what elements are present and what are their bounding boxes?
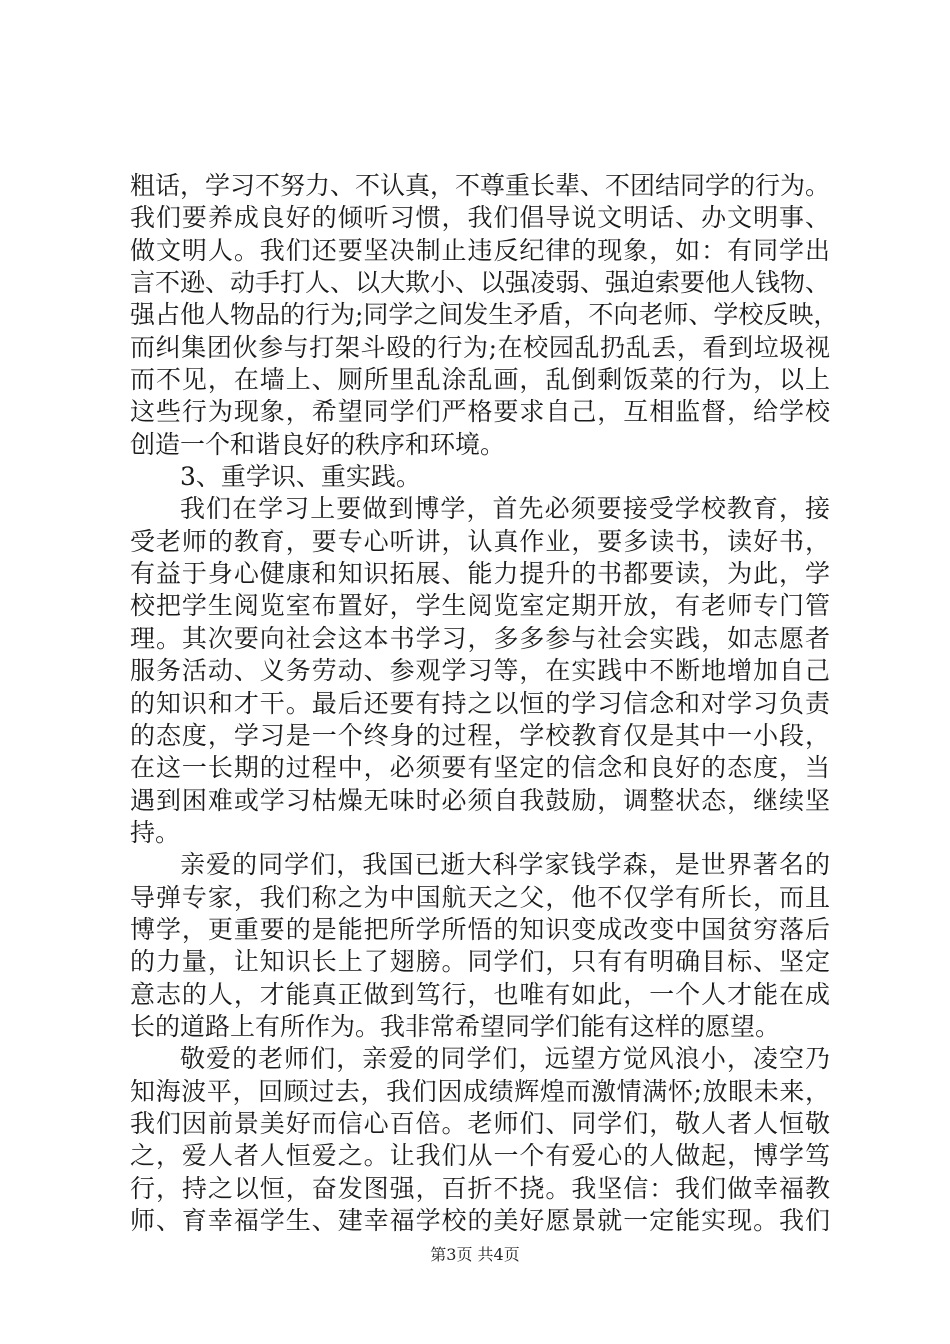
text-line: 我们在学习上要做到博学，首先必须要接受学校教育，接 [180, 494, 830, 524]
text-line: 行，持之以恒，奋发图强，百折不挠。我坚信：我们做幸福教 [130, 1173, 830, 1203]
text-line: 遇到困难或学习枯燥无味时必须自我鼓励，调整状态，继续坚 [130, 785, 830, 815]
text-line: 之，爱人者人恒爱之。让我们从一个有爱心的人做起，博学笃 [130, 1141, 830, 1171]
text-line: 的态度，学习是一个终身的过程，学校教育仅是其中一小段， [130, 720, 830, 750]
paragraph [130, 170, 839, 461]
text-line: 亲爱的同学们，我国已逝大科学家钱学森，是世界著名的 [180, 850, 830, 880]
page-number-footer: 第3页 共4页 [430, 1245, 520, 1264]
text-line: 敬爱的老师们，亲爱的同学们，远望方觉风浪小，凌空乃 [180, 1044, 830, 1074]
text-line: 做文明人。我们还要坚决制止违反纪律的现象，如：有同学出 [130, 235, 830, 265]
text-line: 的力量，让知识长上了翅膀。同学们，只有有明确目标、坚定 [130, 947, 830, 977]
paragraph [130, 849, 830, 1043]
text-line: 导弹专家，我们称之为中国航天之父，他不仅学有所长，而且 [130, 882, 830, 912]
paragraph [130, 1043, 830, 1237]
text-line: 而不见，在墙上、厕所里乱涂乱画，乱倒剩饭菜的行为，以上 [130, 365, 830, 395]
text-line: 理。其次要向社会这本书学习，多多参与社会实践，如志愿者 [130, 623, 830, 653]
text-line: 我们因前景美好而信心百倍。老师们、同学们，敬人者人恒敬 [130, 1108, 830, 1138]
text-line: 我们要养成良好的倾听习惯，我们倡导说文明话、办文明事、 [130, 203, 830, 233]
text-line: 长的道路上有所作为。我非常希望同学们能有这样的愿望。 [130, 1011, 781, 1041]
text-line: 受老师的教育，要专心听讲，认真作业，要多读书，读好书， [130, 526, 830, 556]
text-line: 这些行为现象，希望同学们严格要求自己，互相监督，给学校 [130, 397, 830, 427]
text-line: 博学，更重要的是能把所学所悟的知识变成改变中国贫穷落后 [130, 914, 830, 944]
paragraph [130, 461, 830, 493]
text-line: 持。 [130, 817, 181, 847]
text-line: 而纠集团伙参与打架斗殴的行为;在校园乱扔乱丢，看到垃圾视 [130, 332, 830, 362]
text-line: 言不逊、动手打人、以大欺小、以强凌弱、强迫索要他人钱物、 [130, 268, 831, 298]
text-line: 知海波平，回顾过去，我们因成绩辉煌而激情满怀;放眼未来， [130, 1076, 830, 1106]
text-line: 意志的人，才能真正做到笃行，也唯有如此，一个人才能在成 [130, 979, 830, 1009]
text-line: 3、重学识、重实践。 [180, 462, 421, 492]
text-line: 服务活动、义务劳动、参观学习等，在实践中不断地增加自己 [130, 656, 830, 686]
text-line: 的知识和才干。最后还要有持之以恒的学习信念和对学习负责 [130, 688, 830, 718]
text-line: 师、育幸福学生、建幸福学校的美好愿景就一定能实现。我们 [130, 1206, 830, 1235]
text-line: 创造一个和谐良好的秩序和环境。 [130, 429, 506, 459]
paragraph [130, 493, 830, 849]
text-line: 有益于身心健康和知识拓展、能力提升的书都要读，为此，学 [130, 559, 830, 589]
text-line: 校把学生阅览室布置好，学生阅览室定期开放，有老师专门管 [130, 591, 830, 621]
text-line: 强占他人物品的行为;同学之间发生矛盾，不向老师、学校反映， [130, 300, 839, 330]
text-line: 粗话，学习不努力、不认真，不尊重长辈、不团结同学的行为。 [130, 171, 831, 200]
document-body [130, 170, 839, 1237]
text-line: 在这一长期的过程中，必须要有坚定的信念和良好的态度，当 [130, 753, 830, 783]
